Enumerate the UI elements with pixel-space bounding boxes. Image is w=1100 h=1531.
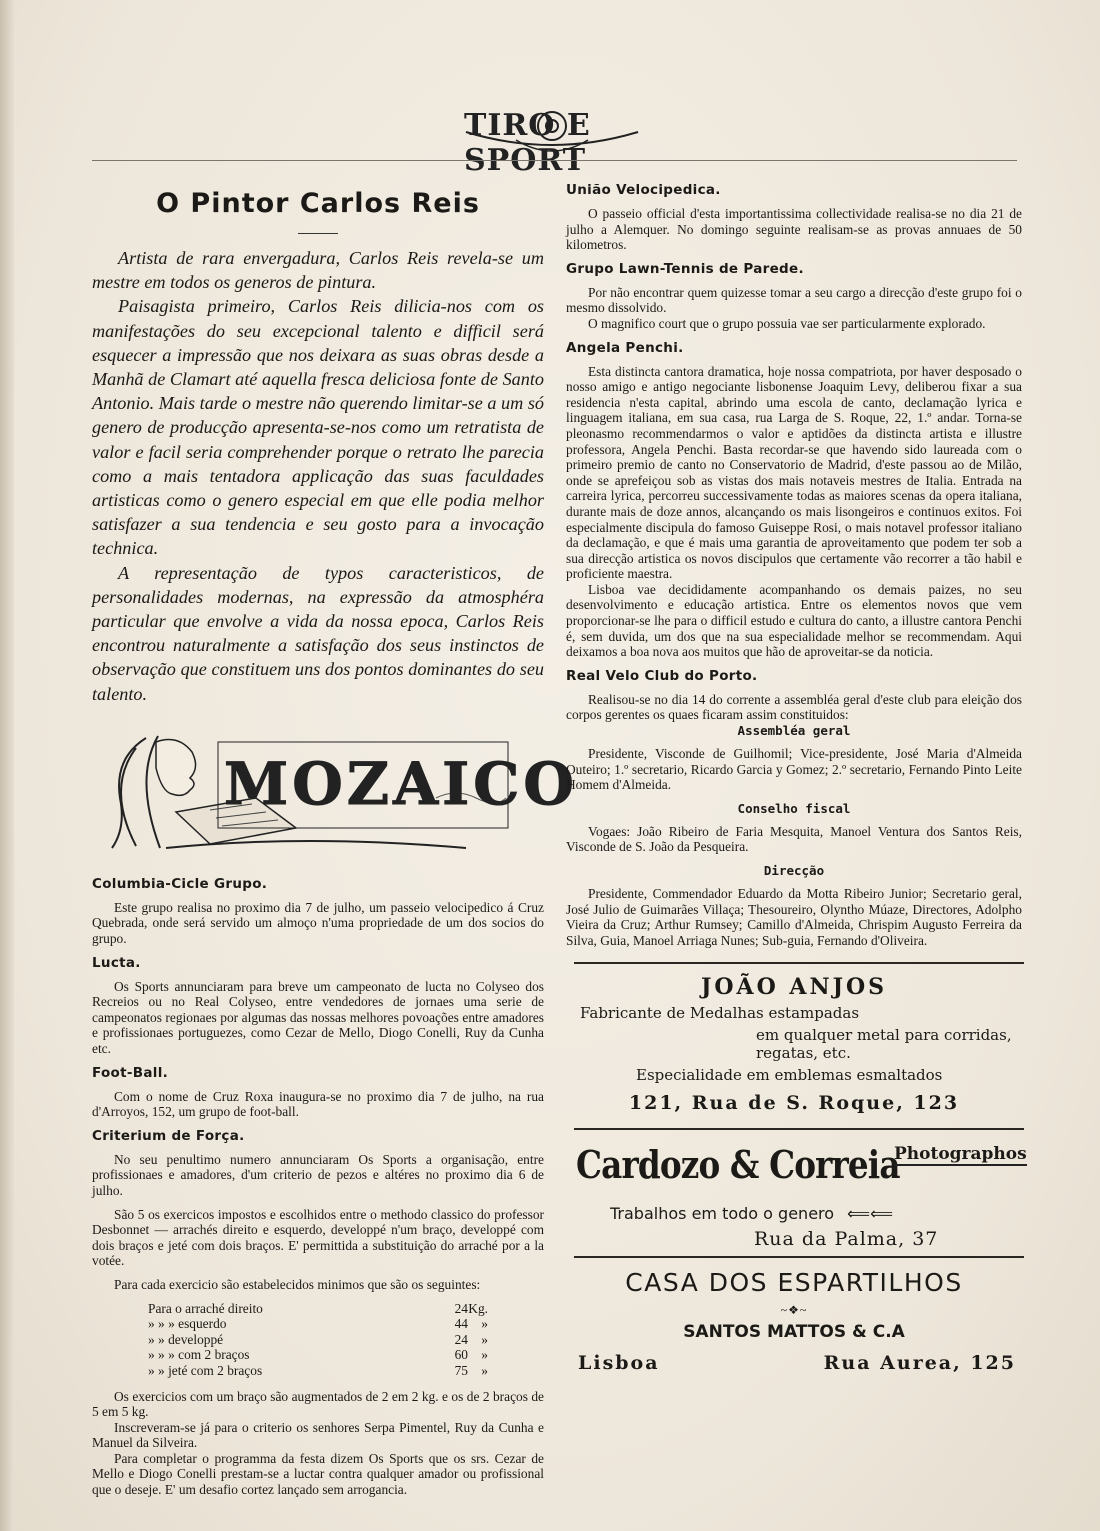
title-rule [298, 233, 338, 234]
section-lucta [92, 955, 544, 1057]
section-uniao [566, 182, 1022, 253]
left-news [92, 876, 544, 1498]
section-paragraph: Realisou-se no dia 14 do corrente a assembléa geral d'este club para eleição dos corpos gerentes os quaes ficaram assim constituidos: [566, 691, 1022, 723]
masthead-title: TIRO E SPORT [464, 108, 591, 178]
ad-divider [574, 1128, 1024, 1130]
minima-unit: » [481, 1331, 488, 1347]
pointing-ornament-icon: ⟸⟸ [847, 1204, 894, 1224]
group-title: Assembléa geral [737, 723, 851, 739]
section-heading: Real Velo Club do Porto. [566, 667, 758, 684]
ad-joao-anjos-name: JOÃO ANJOS [700, 974, 888, 1001]
section-columbia [92, 876, 544, 947]
ad-espartilhos-footer [566, 1352, 1022, 1374]
ad-divider [574, 1256, 1024, 1258]
section-paragraph: São 5 os exercicos impostos e escolhidos entre o methodo classico do professor Desbonnet — arrachés direito e esquerdo, developpé n'um braço, developpé com dois braços e jeté com dois braços. E' permittida a substituição do arraché por a la votée. [92, 1206, 544, 1269]
group-text: Presidente, Commendador Eduardo da Motta Ribeiro Junior; Secretario geral, José Julio de Guimarães Villaça; Thesoureiro, Olyntho Múaze, Directores, Adolpho Vieira da Cruz; Arthur Rumsey; Camillo d'Almeida, Chrispim Augusto Ferreira da Silva, Guia, Manoel Arriaga Nunes; Sub-guia, Fernando d'Oliveira. [566, 886, 1022, 948]
section-heading: Lucta. [92, 954, 141, 971]
section-paragraph: No seu penultimo numero annunciaram Os Sports a organisação, entre profissionaes e amadores, d'um criterio de pezos e altéres no proximo dia 6 de julho. [92, 1151, 544, 1198]
section-paragraph: Inscreveram-se já para o criterio os senhores Serpa Pimentel, Ruy da Cunha e Manuel da Silveira. [92, 1419, 544, 1451]
ad-espartilhos-city: Lisboa [578, 1352, 660, 1375]
ad-cardozo-name: Cardozo & Correia [576, 1142, 900, 1188]
article-body [92, 246, 544, 706]
masthead [446, 100, 658, 178]
group-title: Conselho fiscal [737, 800, 851, 816]
minima-label: » » jeté com 2 braços [148, 1362, 263, 1378]
minima-row [148, 1332, 488, 1348]
section-lawn-tennis [566, 261, 1022, 332]
section-heading: União Velocipedica. [566, 182, 721, 198]
group-text: Presidente, Visconde de Guilhomil; Vice-presidente, José Maria d'Almeida Outeiro; 1.º secretario, Ricardo Garcia y Gomez; 2.º secretario, Fernando Pinto Leite Homem d'Almeida. [566, 746, 1022, 793]
section-paragraph: Os exercicios com um braço são augmentados de 2 em 2 kg. e os de 2 braços de 5 em 5 kg. [92, 1388, 544, 1420]
minima-label: » » » com 2 braços [148, 1347, 250, 1363]
section-heading: Angela Penchi. [566, 339, 684, 356]
section-angela-penchi [566, 340, 1022, 660]
section-criterium [92, 1128, 544, 1498]
minima-unit: » [481, 1316, 488, 1332]
minima-value: 75 [454, 1362, 468, 1378]
section-football [92, 1065, 544, 1120]
ad-cardozo-line-text: Trabalhos em todo o genero [610, 1204, 835, 1224]
ad-cardozo-correia [566, 1142, 1027, 1251]
header-rule [92, 160, 1017, 161]
minima-label: » » developpé [148, 1331, 224, 1347]
ad-cardozo-line [610, 1204, 893, 1223]
right-column [566, 182, 1027, 1375]
section-heading: Foot-Ball. [92, 1064, 169, 1081]
section-heading: Columbia-Cicle Grupo. [92, 875, 268, 892]
section-paragraph: Para completar o programma da festa dizem Os Sports que os srs. Cezar de Mello e Diogo Conelli prestam-se a luctar contra qualquer amador ou profissional que o deseje. E' um desafio cortez lançado sem arrogancia. [92, 1450, 544, 1498]
section-paragraph: O passeio official d'esta importantissima collectividade realisa-se no dia 21 de julho a Alemquer. No domingo seguinte realisam-se as provas annuaes de 50 kilometros. [566, 206, 1022, 253]
ad-espartilhos [566, 1268, 1022, 1374]
ad-divider [574, 962, 1024, 964]
minima-label: Para o arraché direito [148, 1300, 263, 1316]
section-paragraph: Para cada exercicio são estabelecidos minimos que são os seguintes: [114, 1276, 481, 1292]
group-title: Direcção [763, 863, 825, 878]
ad-joao-anjos [566, 974, 1022, 1114]
ad-joao-anjos-line: em qualquer metal para corridas, regatas, etc. [756, 1026, 1012, 1063]
ad-cardozo-tag: Photographos [894, 1144, 1027, 1165]
minima-label: » » » esquerdo [148, 1316, 227, 1332]
minima-value: 24 [454, 1300, 468, 1316]
group-text: Vogaes: João Ribeiro de Faria Mesquita, Manoel Ventura dos Santos Reis, Visconde de S. João da Pesqueira. [566, 823, 1022, 855]
section-heading: Criterium de Força. [92, 1127, 245, 1144]
minima-unit: Kg. [468, 1300, 488, 1316]
ad-espartilhos-firm: SANTOS MATTOS & C.A [683, 1322, 905, 1343]
section-velo-club [566, 668, 1022, 949]
minima-row [148, 1316, 488, 1332]
minima-value: 60 [454, 1347, 468, 1363]
minima-row [148, 1347, 488, 1363]
section-heading: Grupo Lawn-Tennis de Parede. [566, 260, 804, 277]
article-paragraph: Artista de rara envergadura, Carlos Reis revela-se um mestre em todos os generos de pintura. [92, 248, 544, 293]
section-paragraph: Este grupo realisa no proximo dia 7 de julho, um passeio velocipedico á Cruz Quebrada, onde será servido um almoço n'uma propriedade de um dos socios do grupo. [92, 899, 544, 947]
ad-espartilhos-address: Rua Aurea, 125 [823, 1352, 1016, 1375]
minima-value: 24 [454, 1331, 468, 1347]
section-paragraph: Com o nome de Cruz Roxa inaugura-se no proximo dia 7 de julho, na rua d'Arroyos, 152, um grupo de foot-ball. [92, 1088, 544, 1120]
left-column [92, 180, 578, 1498]
minima-row [148, 1301, 488, 1317]
section-paragraph: Os Sports annunciaram para breve um campeonato de lucta no Colyseo dos Recreios ou no Real Colyseo, entre vendedores de jornaes uma serie de campeonatos regionaes por algumas das nossas melhores povoações entre amadores e profissionaes portuguezes, como Cezar de Mello, Diogo Conelli, Ruy da Cunha etc. [92, 978, 544, 1057]
ad-joao-anjos-line: Fabricante de Medalhas estampadas [580, 1004, 860, 1023]
section-paragraph: Por não encontrar quem quizesse tomar a seu cargo a direcção d'este grupo foi o mesmo dissolvido. [566, 284, 1022, 316]
article-title: O Pintor Carlos Reis [156, 188, 480, 219]
minima-unit: » [481, 1347, 488, 1363]
mozaico-title: MOZAICO [224, 749, 578, 818]
section-paragraph: Esta distincta cantora dramatica, hoje nossa compatriota, por haver desposado o nosso amigo e antigo negociante lisbonense Joaquim Levy, deliberou fixar a sua residencia n'esta capital, abrindo uma escola de canto, declamação lyrica e linguagem italiana, em sua casa, rua Larga de S. Roque, 22, 1.º andar. Torna-se pleonasmo recommendarmos o valor e aptidões da distincta artista e illustre professora, Angela Penchi. Basta recordar-se que havendo sido laureada com o primeiro premio de canto no Conservatorio de Madrid, d'este passou ao de Milão, onde se aprefeiçou sob as vistas dos mais notaveis mestres de Italia. Entrada na carreira lyrica, percorreu successivamente todas as maiores scenas da opera italiana, durante mais de doze annos, alcançando os mais lisongeiros e continuos exitos. Foi especialmente discipula do famoso Guiseppe Rosi, o mais notavel professor italiano da declamação, e que é mais uma garantia de aproveitamento que podem ter sob a sua direcção artistica os novos discipulos que certamente vão recorrer a tão habil e proficiente maestra. [566, 363, 1022, 582]
minima-unit: » [481, 1362, 488, 1378]
section-paragraph: Lisboa vae decididamente acompanhando os demais paizes, no seu desenvolvimento e educação artistica. Entre os elementos novos que vem proporcionar-se lhe para o difficil estudo e cultura do canto, a illustre cantora Penchi é, sem duvida, um dos que na sua especialidade melhor se recommendam. Aqui deixamos a boa nova aos muitos que hão de aproveitar-se da noticia. [566, 581, 1022, 660]
ad-espartilhos-name: CASA DOS ESPARTILHOS [625, 1268, 963, 1298]
minima-table [148, 1301, 488, 1379]
ad-joao-anjos-address: 121, Rua de S. Roque, 123 [628, 1092, 960, 1115]
article-paragraph: A representação de typos caracteristicos, de personalidades modernas, na expressão da atmosphéra particular que envolve a vida da nossa epoca, Carlos Reis encontrou naturalmente a satisfação dos seus instinctos de observação que constituem uns dos pontos dominantes do seu talento. [92, 562, 544, 704]
ornament-icon: ~❖~ [780, 1303, 808, 1318]
ad-cardozo-address: Rua da Palma, 37 [754, 1228, 939, 1251]
minima-row [148, 1363, 488, 1379]
ad-joao-anjos-line: Especialidade em emblemas esmaltados [636, 1066, 943, 1085]
section-paragraph: O magnifico court que o grupo possuia vae ser particularmente explorado. [588, 315, 986, 331]
minima-value: 44 [454, 1316, 468, 1332]
mozaico-banner [106, 728, 578, 856]
binding-edge [0, 0, 14, 1531]
article-paragraph: Paisagista primeiro, Carlos Reis dilicia-nos com os manifestações do seu excepcional talento e difficil será esquecer a impressão que nos deixara as suas obras desde a Manhã de Clamart até aquella fresca deliciosa fonte de Santo Antonio. Mais tarde o mestre não querendo limitar-se a um só genero de producção apresenta-se-nos como um retratista de valor e facil seria comprehender porque o retrato lhe parecia como a mais tentadora applicação das suas faculdades artisticas como o genero especial em que elle podia melhor satisfazer a sua tendencia e seu gosto para a invocação technica. [92, 296, 544, 559]
